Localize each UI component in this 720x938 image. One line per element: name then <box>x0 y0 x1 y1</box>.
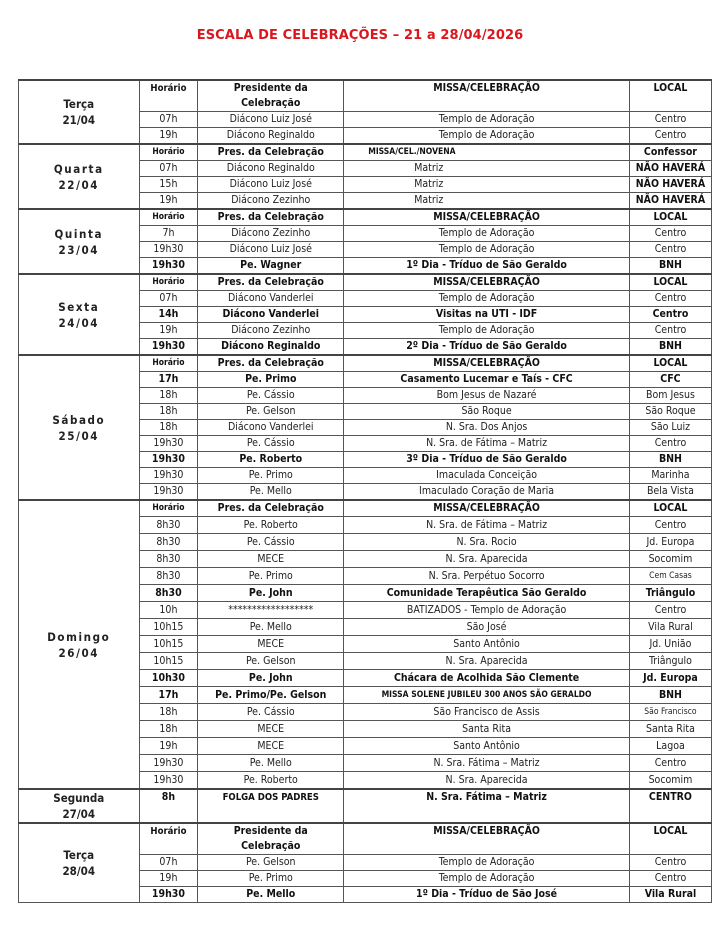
page-title: ESCALA DE CELEBRAÇÕES – 21 a 28/04/2026 <box>196 28 524 43</box>
schedule-table <box>18 79 712 903</box>
header-horario: Horário <box>139 355 198 372</box>
header-presidente <box>198 80 344 112</box>
local-cell: Vila Rural <box>629 887 711 903</box>
presidente-cell: Diácono Reginaldo <box>198 339 344 356</box>
celebration-cell: Templo de Adoração <box>344 242 630 258</box>
presidente-cell: Pe. Cássio <box>198 388 344 404</box>
time-cell: 19h <box>139 193 198 210</box>
day-header-row <box>19 355 712 372</box>
time-cell: 19h30 <box>139 452 198 468</box>
presidente-cell: MECE <box>198 636 344 653</box>
celebration-cell: N. Sra. Rocio <box>344 534 630 551</box>
day-cell <box>19 209 140 274</box>
celebration-cell: Chácara de Acolhida São Clemente <box>344 670 630 687</box>
presidente-cell: Pe. Primo <box>198 372 344 388</box>
header-presidente <box>198 823 344 855</box>
local-cell: BNH <box>629 258 711 275</box>
presidente-cell: Pe. John <box>198 585 344 602</box>
presidente-cell: Diácono Zezinho <box>198 193 344 210</box>
time-cell: 18h <box>139 704 198 721</box>
local-cell: Centro <box>629 436 711 452</box>
local-cell: Jd. Europa <box>629 534 711 551</box>
local-cell: Vila Rural <box>629 619 711 636</box>
presidente-cell: ****************** <box>198 602 344 619</box>
header-missa: MISSA/CELEBRAÇÃO <box>344 355 630 372</box>
local-cell: Bom Jesus <box>629 388 711 404</box>
celebration-cell: Imaculado Coração de Maria <box>344 484 630 501</box>
time-cell: 17h <box>139 372 198 388</box>
presidente-cell: Pe. Primo <box>198 468 344 484</box>
time-cell: 18h <box>139 404 198 420</box>
local-cell: Socomim <box>629 551 711 568</box>
local-cell: Lagoa <box>629 738 711 755</box>
celebration-cell: Templo de Adoração <box>344 112 630 128</box>
local-cell: Triângulo <box>629 585 711 602</box>
local-cell: Centro <box>629 755 711 772</box>
celebration-cell: Visitas na UTI - IDF <box>344 307 630 323</box>
presidente-cell: Pe. Cássio <box>198 534 344 551</box>
celebration-cell: N. Sra. Perpétuo Socorro <box>344 568 630 585</box>
celebration-cell: 1º Dia - Tríduo de São José <box>344 887 630 903</box>
celebration-cell: Matriz <box>344 177 630 193</box>
presidente-cell: MECE <box>198 738 344 755</box>
time-cell: 19h30 <box>139 468 198 484</box>
day-date: 25/04 <box>58 428 100 443</box>
day-date: 23/04 <box>58 242 100 257</box>
day-date: 26/04 <box>58 645 100 660</box>
day-name: Quarta <box>53 161 104 176</box>
presidente-cell: Pe. Gelson <box>198 855 344 871</box>
celebration-cell: Comunidade Terapêutica São Geraldo <box>344 585 630 602</box>
time-cell: 19h30 <box>139 339 198 356</box>
local-cell: São Francisco <box>629 704 711 721</box>
header-local: LOCAL <box>629 274 711 291</box>
local-cell: Centro <box>629 517 711 534</box>
time-cell: 19h <box>139 871 198 887</box>
header-missa-novena: MISSA/CEL./NOVENA <box>344 144 630 161</box>
time-cell: 19h30 <box>139 258 198 275</box>
local-cell: BNH <box>629 452 711 468</box>
local-cell: Centro <box>629 128 711 145</box>
presidente-cell: Pe. Roberto <box>198 452 344 468</box>
time-cell: 8h30 <box>139 517 198 534</box>
celebration-cell: Bom Jesus de Nazaré <box>344 388 630 404</box>
presidente-cell: Pe. Mello <box>198 484 344 501</box>
day-date: 24/04 <box>58 315 100 330</box>
time-cell: 19h <box>139 738 198 755</box>
local-cell: Marinha <box>629 468 711 484</box>
local-cell: Triângulo <box>629 653 711 670</box>
local-cell: Cem Casas <box>629 568 711 585</box>
local-cell: Centro <box>629 871 711 887</box>
celebration-cell: Santa Rita <box>344 721 630 738</box>
time-cell: 8h30 <box>139 585 198 602</box>
celebration-cell: Templo de Adoração <box>344 128 630 145</box>
day-header-row <box>19 80 712 112</box>
time-cell: 07h <box>139 161 198 177</box>
local-cell: Centro <box>629 307 711 323</box>
presidente-cell: Pe. Wagner <box>198 258 344 275</box>
celebration-cell: Matriz <box>344 193 630 210</box>
header-presidente-line2: Celebração <box>241 97 301 109</box>
presidente-cell: Pe. Cássio <box>198 436 344 452</box>
local-cell: Jd. União <box>629 636 711 653</box>
local-cell: BNH <box>629 339 711 356</box>
day-name: Domingo <box>47 629 111 644</box>
presidente-cell: FOLGA DOS PADRES <box>198 789 344 823</box>
time-cell: 8h30 <box>139 534 198 551</box>
header-horario: Horário <box>139 144 198 161</box>
presidente-cell: Diácono Reginaldo <box>198 161 344 177</box>
presidente-cell: Diácono Zezinho <box>198 323 344 339</box>
time-cell: 07h <box>139 855 198 871</box>
time-cell: 18h <box>139 721 198 738</box>
day-cell <box>19 823 140 903</box>
confessor-cell: NÃO HAVERÁ <box>629 193 711 210</box>
presidente-cell: Diácono Zezinho <box>198 226 344 242</box>
header-horario: Horário <box>139 500 198 517</box>
time-cell: 10h15 <box>139 653 198 670</box>
celebration-cell: Templo de Adoração <box>344 226 630 242</box>
presidente-cell: Pe. Roberto <box>198 517 344 534</box>
time-cell: 17h <box>139 687 198 704</box>
celebration-cell: 2º Dia - Tríduo de São Geraldo <box>344 339 630 356</box>
presidente-cell: MECE <box>198 551 344 568</box>
time-cell: 10h <box>139 602 198 619</box>
day-header-row <box>19 144 712 161</box>
time-cell: 19h <box>139 323 198 339</box>
local-cell: BNH <box>629 687 711 704</box>
time-cell: 19h <box>139 128 198 145</box>
day-date: 28/04 <box>62 864 96 878</box>
header-missa: MISSA/CELEBRAÇÃO <box>344 500 630 517</box>
day-name: Sexta <box>58 299 100 314</box>
local-cell: Centro <box>629 112 711 128</box>
header-local: LOCAL <box>629 500 711 517</box>
time-cell: 8h30 <box>139 568 198 585</box>
header-confessor: Confessor <box>629 144 711 161</box>
day-cell <box>19 274 140 355</box>
local-cell: Santa Rita <box>629 721 711 738</box>
time-cell: 19h30 <box>139 242 198 258</box>
celebration-cell: Templo de Adoração <box>344 871 630 887</box>
day-header-row <box>19 274 712 291</box>
time-cell: 10h30 <box>139 670 198 687</box>
presidente-cell: Diácono Vanderlei <box>198 291 344 307</box>
day-name: Sábado <box>52 412 106 427</box>
time-cell: 19h30 <box>139 887 198 903</box>
celebration-cell: N. Sra. Fátima – Matriz <box>344 755 630 772</box>
day-name: Terça <box>63 848 95 862</box>
time-cell: 07h <box>139 112 198 128</box>
header-horario: Horário <box>139 823 198 855</box>
header-presidente: Pres. da Celebração <box>198 500 344 517</box>
day-header-row <box>19 209 712 226</box>
local-cell: Jd. Europa <box>629 670 711 687</box>
header-local: LOCAL <box>629 823 711 855</box>
presidente-cell: Pe. Cássio <box>198 704 344 721</box>
day-date: 22/04 <box>58 177 100 192</box>
local-cell: São Luiz <box>629 420 711 436</box>
local-cell: Bela Vista <box>629 484 711 501</box>
time-cell: 10h15 <box>139 619 198 636</box>
header-presidente: Pres. da Celebração <box>198 274 344 291</box>
header-horario: Horário <box>139 80 198 112</box>
header-presidente-line1: Presidente da <box>233 825 308 837</box>
celebration-cell: Santo Antônio <box>344 636 630 653</box>
presidente-cell: Pe. Gelson <box>198 653 344 670</box>
header-presidente-line1: Presidente da <box>233 82 308 94</box>
local-cell: Centro <box>629 323 711 339</box>
header-missa: MISSA/CELEBRAÇÃO <box>344 209 630 226</box>
day-cell <box>19 355 140 500</box>
presidente-cell: Pe. Mello <box>198 755 344 772</box>
celebration-cell: N. Sra. Dos Anjos <box>344 420 630 436</box>
celebration-cell: São Roque <box>344 404 630 420</box>
local-cell: CFC <box>629 372 711 388</box>
time-cell: 19h30 <box>139 755 198 772</box>
local-cell: São Roque <box>629 404 711 420</box>
time-cell: 8h30 <box>139 551 198 568</box>
time-cell: 15h <box>139 177 198 193</box>
day-cell <box>19 500 140 789</box>
presidente-cell: Diácono Reginaldo <box>198 128 344 145</box>
presidente-cell: Pe. Mello <box>198 619 344 636</box>
header-horario: Horário <box>139 209 198 226</box>
header-local: LOCAL <box>629 80 711 112</box>
time-cell: 19h30 <box>139 484 198 501</box>
day-cell <box>19 80 140 144</box>
presidente-cell: Diácono Luiz José <box>198 242 344 258</box>
presidente-cell: Pe. Mello <box>198 887 344 903</box>
presidente-cell: Pe. Primo <box>198 871 344 887</box>
header-missa: MISSA/CELEBRAÇÃO <box>344 274 630 291</box>
local-cell: Centro <box>629 855 711 871</box>
header-presidente: Pres. da Celebração <box>198 209 344 226</box>
confessor-cell: NÃO HAVERÁ <box>629 177 711 193</box>
presidente-cell: Diácono Luiz José <box>198 177 344 193</box>
celebration-cell: N. Sra. de Fátima – Matriz <box>344 517 630 534</box>
day-name: Terça <box>63 97 95 111</box>
day-header-row <box>19 500 712 517</box>
celebration-cell: Santo Antônio <box>344 738 630 755</box>
time-cell: 10h15 <box>139 636 198 653</box>
presidente-cell: Pe. Gelson <box>198 404 344 420</box>
celebration-cell: 1º Dia - Tríduo de São Geraldo <box>344 258 630 275</box>
celebration-cell: BATIZADOS - Templo de Adoração <box>344 602 630 619</box>
local-cell: Socomim <box>629 772 711 790</box>
celebration-cell: Matriz <box>344 161 630 177</box>
presidente-cell: Pe. John <box>198 670 344 687</box>
presidente-cell: Diácono Vanderlei <box>198 307 344 323</box>
time-cell: 18h <box>139 420 198 436</box>
day-date: 21/04 <box>62 113 96 127</box>
time-cell: 19h30 <box>139 436 198 452</box>
celebration-cell: N. Sra. Aparecida <box>344 551 630 568</box>
header-local: LOCAL <box>629 209 711 226</box>
presidente-cell: Pe. Primo <box>198 568 344 585</box>
confessor-cell: NÃO HAVERÁ <box>629 161 711 177</box>
day-header-row <box>19 789 712 823</box>
celebration-cell: MISSA SOLENE JUBILEU 300 ANOS SÃO GERALDO <box>344 687 630 704</box>
celebration-cell: 3º Dia - Tríduo de São Geraldo <box>344 452 630 468</box>
header-local: LOCAL <box>629 355 711 372</box>
day-cell <box>19 144 140 209</box>
time-cell: 8h <box>139 789 198 823</box>
header-missa: MISSA/CELEBRAÇÃO <box>344 823 630 855</box>
local-cell: Centro <box>629 602 711 619</box>
presidente-cell: Pe. Primo/Pe. Gelson <box>198 687 344 704</box>
presidente-cell: Diácono Vanderlei <box>198 420 344 436</box>
day-header-row <box>19 823 712 855</box>
celebration-cell: Imaculada Conceição <box>344 468 630 484</box>
header-presidente: Pres. da Celebração <box>198 144 344 161</box>
local-cell: Centro <box>629 226 711 242</box>
celebration-cell: Templo de Adoração <box>344 291 630 307</box>
time-cell: 07h <box>139 291 198 307</box>
time-cell: 18h <box>139 388 198 404</box>
header-missa: MISSA/CELEBRAÇÃO <box>344 80 630 112</box>
header-horario: Horário <box>139 274 198 291</box>
presidente-cell: MECE <box>198 721 344 738</box>
celebration-cell: N. Sra. Aparecida <box>344 772 630 790</box>
local-cell: Centro <box>629 291 711 307</box>
celebration-cell: São Francisco de Assis <box>344 704 630 721</box>
celebration-cell: São José <box>344 619 630 636</box>
header-presidente: Pres. da Celebração <box>198 355 344 372</box>
local-cell: CENTRO <box>629 789 711 823</box>
day-date: 27/04 <box>62 807 96 821</box>
header-presidente-line2: Celebração <box>241 840 301 852</box>
celebration-cell: Casamento Lucemar e Taís - CFC <box>344 372 630 388</box>
day-name: Quinta <box>54 226 104 241</box>
presidente-cell: Diácono Luiz José <box>198 112 344 128</box>
local-cell: Centro <box>629 242 711 258</box>
time-cell: 19h30 <box>139 772 198 790</box>
time-cell: 14h <box>139 307 198 323</box>
celebration-cell: N. Sra. Fátima – Matriz <box>344 789 630 823</box>
day-cell <box>19 789 140 823</box>
celebration-cell: Templo de Adoração <box>344 323 630 339</box>
celebration-cell: N. Sra. Aparecida <box>344 653 630 670</box>
celebration-cell: N. Sra. de Fátima – Matriz <box>344 436 630 452</box>
celebration-cell: Templo de Adoração <box>344 855 630 871</box>
time-cell: 7h <box>139 226 198 242</box>
day-name: Segunda <box>53 791 105 805</box>
presidente-cell: Pe. Roberto <box>198 772 344 790</box>
